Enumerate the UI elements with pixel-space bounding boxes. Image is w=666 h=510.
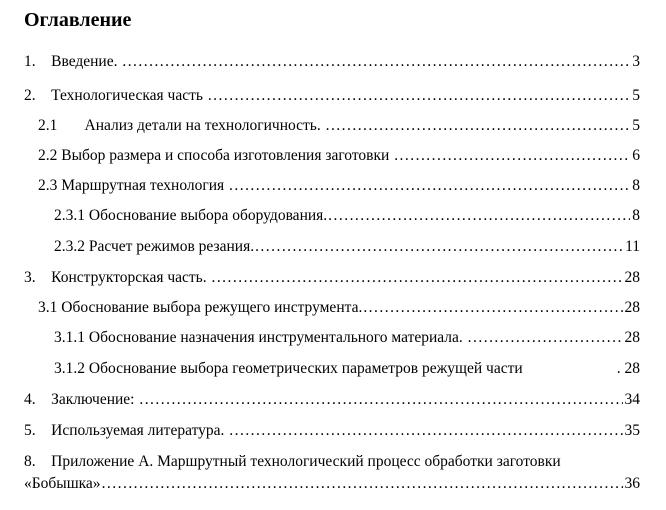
toc-entry-text: 4. Заключение: <box>24 391 139 408</box>
toc-entry-text: 2.3 Маршрутная технология <box>38 177 229 194</box>
toc-entry-text: 8. Приложение А. Маршрутный технологический процесс обработки заготовки <box>24 453 561 470</box>
toc-entry-technological-part[interactable] <box>24 86 640 106</box>
toc-entry-text: 2.1 Анализ детали на технологичность. <box>38 117 325 134</box>
toc-page-number: 28 <box>624 299 640 316</box>
toc-page-number: . 28 <box>616 360 640 377</box>
toc-entry-2-3-1[interactable] <box>54 206 640 226</box>
toc-entry-text: «Бобышка» <box>24 475 101 492</box>
toc-entry-2-2[interactable] <box>38 146 640 166</box>
toc-title: Оглавление <box>24 9 132 31</box>
toc-page-number: 35 <box>624 422 640 439</box>
toc-entry-2-1[interactable] <box>38 116 640 136</box>
toc-entry-design-part[interactable] <box>24 268 640 288</box>
toc-entry-text: 3. Конструкторская часть. <box>24 269 211 286</box>
toc-page-number: 5 <box>632 117 640 134</box>
toc-entry-text: 5. Используемая литература. <box>24 422 229 439</box>
toc-entry-references[interactable] <box>24 421 640 441</box>
toc-entry-3-1-2[interactable] <box>54 359 640 379</box>
toc-entry-appendix-a[interactable] <box>24 452 640 472</box>
dot-leader <box>363 298 622 318</box>
toc-page-number: 8 <box>632 177 640 194</box>
dot-leader <box>139 390 622 410</box>
toc-page-number: 3 <box>632 53 640 70</box>
dot-leader <box>255 237 623 257</box>
toc-entry-text: 2. Технологическая часть <box>24 87 207 104</box>
toc-entry-3-1-1[interactable] <box>54 328 640 348</box>
toc-page-number: 34 <box>624 391 640 408</box>
dot-leader <box>208 86 630 106</box>
dot-leader <box>326 116 631 136</box>
dot-leader <box>122 52 630 72</box>
dot-leader <box>394 146 630 166</box>
toc-entry-text: 3.1 Обоснование выбора режущего инструмента. <box>38 299 363 316</box>
toc-entry-text: 2.3.1 Обоснование выбора оборудования. <box>54 207 328 224</box>
toc-entry-3-1[interactable] <box>38 298 640 318</box>
toc-page-number: 5 <box>632 87 640 104</box>
toc-entry-text: 3.1.2 Обоснование выбора геометрических параметров режущей части <box>54 360 527 377</box>
toc-page-number: 11 <box>625 238 640 255</box>
dot-leader <box>229 176 630 196</box>
toc-page-number: 8 <box>632 207 640 224</box>
dot-leader <box>211 268 622 288</box>
toc-entry-introduction[interactable] <box>24 52 640 72</box>
toc-page-number: 28 <box>624 329 640 346</box>
toc-entry-text: 2.3.2 Расчет режимов резания. <box>54 238 255 255</box>
toc-entry-conclusion[interactable] <box>24 390 640 410</box>
dot-leader <box>328 206 630 226</box>
toc-entry-2-3[interactable] <box>38 176 640 196</box>
toc-page-number: 28 <box>624 269 640 286</box>
toc-entry-text: 3.1.1 Обоснование назначения инструментального материала. <box>54 329 467 346</box>
toc-entry-text: 2.2 Выбор размера и способа изготовления заготовки <box>38 147 394 164</box>
dot-leader <box>102 474 623 494</box>
toc-entry-2-3-2[interactable] <box>54 237 640 257</box>
dot-leader <box>468 328 623 348</box>
toc-entry-text: 1. Введение. <box>24 53 122 70</box>
toc-page-number: 6 <box>632 147 640 164</box>
dot-leader <box>229 421 622 441</box>
toc-entry-appendix-a-continuation[interactable] <box>24 474 640 494</box>
toc-page-number: 36 <box>624 475 640 492</box>
